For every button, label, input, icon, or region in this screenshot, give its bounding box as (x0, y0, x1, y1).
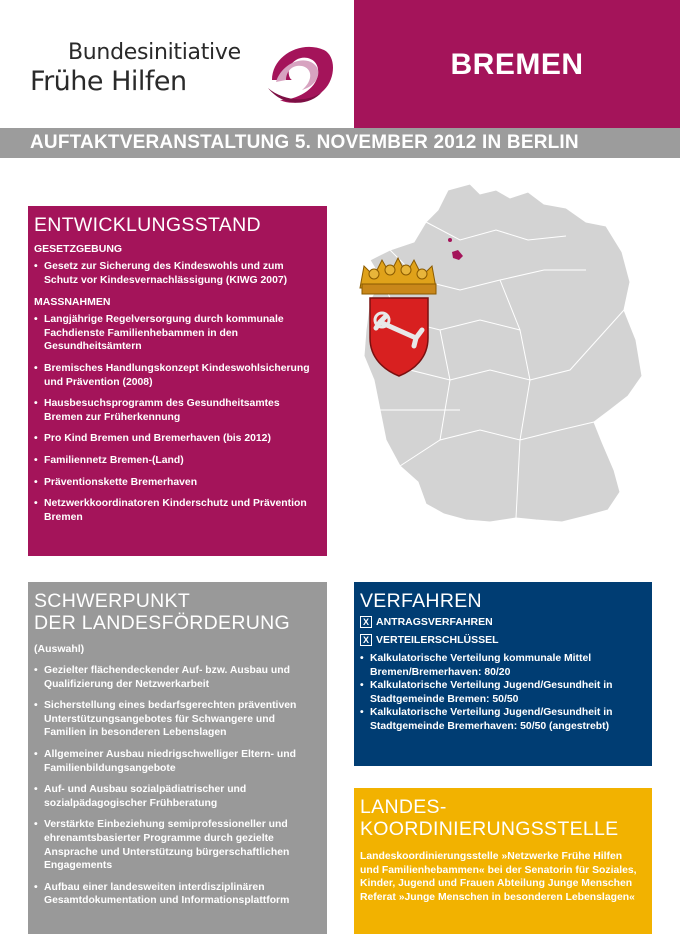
list-item: • Sicherstellung eines bedarfsgerechten präventiven Unterstützungsangebotes für Schwangere und Familien in besonderen Lebenslagen (34, 699, 319, 740)
logo-swirl-icon (262, 40, 336, 106)
schwerpunkt-title-line2: DER LANDESFÖRDERUNG (34, 612, 290, 634)
schwerpunkt-list (34, 664, 319, 908)
list-item: • Gezielter flächendeckender Auf- bzw. Ausbau und Qualifizierung der Netzwerkarbeit (34, 664, 319, 691)
list-item: • Aufbau einer landesweiten interdisziplinären Gesamtdokumentation und Informationsplattform (34, 881, 319, 908)
panel-schwerpunkt (28, 582, 327, 934)
massnahmen-label: MASSNAHMEN (34, 296, 111, 309)
schwerpunkt-sub: (Auswahl) (34, 643, 85, 655)
list-item: • Kalkulatorische Verteilung Jugend/Gesundheit in Stadtgemeinde Bremerhaven: 50/50 (angestrebt) (360, 706, 644, 733)
list-item: • Langjährige Regelversorgung durch kommunale Fachdienste Familienhebammen in den Gesundheitsämtern (34, 313, 319, 354)
option-label: ANTRAGSVERFAHREN (376, 616, 493, 628)
list-item: • Kalkulatorische Verteilung kommunale Mittel Bremen/Bremerhaven: 80/20 (360, 652, 644, 679)
landes-text-2: Referat »Junge Menschen in besonderen Lebenslagen« (360, 891, 635, 903)
panel-landeskoordinierungsstelle (354, 788, 652, 934)
list-item: • Bremisches Handlungskonzept Kindeswohlsicherung und Prävention (2008) (34, 362, 319, 389)
list-item: • Netzwerkkoordinatoren Kinderschutz und Prävention Bremen (34, 497, 319, 524)
list-item: • Allgemeiner Ausbau niedrigschwelliger Eltern- und Familienbildungsangebote (34, 748, 319, 775)
list-item: • Pro Kind Bremen und Bremerhaven (bis 2012) (34, 432, 319, 446)
logo-text-line2: Frühe Hilfen (30, 66, 187, 97)
list-item: • Präventionskette Bremerhaven (34, 476, 319, 490)
option-antragsverfahren (360, 616, 644, 628)
list-item: • Auf- und Ausbau sozialpädiatrischer und sozialpädagogischer Frühberatung (34, 783, 319, 810)
gesetzgebung-list (34, 260, 319, 287)
landes-text-1: Landeskoordinierungsstelle »Netzwerke Frühe Hilfen und Familienhebammen« bei der Senatorin für Soziales, Kinder, Jugend und Frauen Abteilung Junge Menschen (360, 851, 637, 890)
landes-title (360, 796, 644, 840)
germany-map (330, 170, 670, 560)
verfahren-list (360, 652, 644, 734)
logo-text-line1: Bundesinitiative (68, 40, 241, 65)
region-title: BREMEN (450, 48, 584, 81)
region-header (354, 0, 680, 128)
landes-title-line2: KOORDINIERUNGSSTELLE (360, 818, 619, 840)
landes-title-line1: LANDES- (360, 796, 447, 818)
panel-verfahren (354, 582, 652, 766)
schwerpunkt-title-line1: SCHWERPUNKT (34, 590, 191, 612)
list-item: • Kalkulatorische Verteilung Jugend/Gesundheit in Stadtgemeinde Bremen: 50/50 (360, 679, 644, 706)
option-label: VERTEILERSCHLÜSSEL (376, 634, 499, 646)
event-bar (0, 128, 680, 158)
panel-entwicklungsstand (28, 206, 327, 556)
list-item: • Verstärkte Einbeziehung semiprofessioneller und ehrenamtsbasierter Programme durch gezielte Ansprache und Unterstützung bürgerschaftlichen Engagements (34, 818, 319, 872)
logo (30, 40, 330, 112)
event-title: AUFTAKTVERANSTALTUNG 5. NOVEMBER 2012 IN BERLIN (30, 132, 579, 153)
checkbox-icon: X (360, 634, 372, 646)
gesetzgebung-label: GESETZGEBUNG (34, 243, 123, 255)
list-item: • Familiennetz Bremen-(Land) (34, 454, 319, 468)
list-item: • Gesetz zur Sicherung des Kindeswohls und zum Schutz vor Kindesvernachlässigung (KIWG 2007) (34, 260, 319, 287)
verfahren-title: VERFAHREN (360, 590, 482, 612)
massnahmen-list (34, 313, 319, 524)
option-verteilerschluessel (360, 634, 644, 646)
schwerpunkt-title (34, 590, 319, 634)
list-item: • Hausbesuchsprogramm des Gesundheitsamtes Bremen zur Früherkennung (34, 397, 319, 424)
checkbox-icon: X (360, 616, 372, 628)
entwicklungsstand-title: ENTWICKLUNGSSTAND (34, 214, 261, 236)
